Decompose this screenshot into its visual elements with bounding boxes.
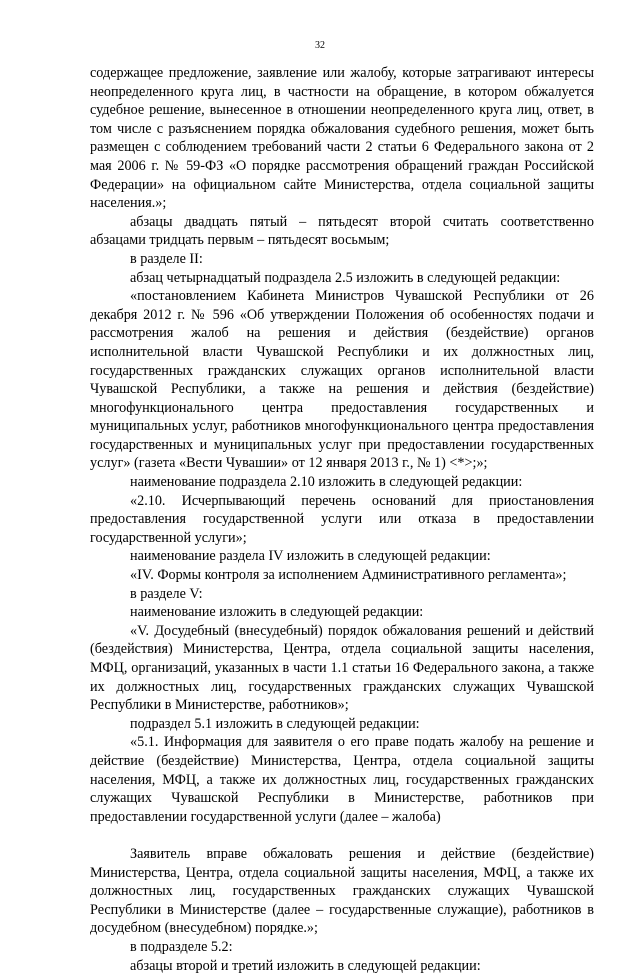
paragraph: подраздел 5.1 изложить в следующей редакции: xyxy=(90,715,594,734)
paragraph: наименование подраздела 2.10 изложить в следующей редакции: xyxy=(90,473,594,492)
paragraph: абзацы двадцать пятый – пятьдесят второй считать соответственно абзацами тридцать первым – пятьдесят восьмым; xyxy=(90,213,594,250)
paragraph: в подразделе 5.2: xyxy=(90,938,594,957)
paragraph: наименование раздела IV изложить в следующей редакции: xyxy=(90,547,594,566)
paragraph: «2.10. Исчерпывающий перечень оснований для приостановления предоставления государственной услуги или отказа в предоставлении государственной услуги»; xyxy=(90,492,594,548)
paragraph: в разделе V: xyxy=(90,585,594,604)
paragraph: «IV. Формы контроля за исполнением Административного регламента»; xyxy=(90,566,594,585)
paragraph: в разделе II: xyxy=(90,250,594,269)
blank-line xyxy=(90,826,594,845)
paragraph: «5.1. Информация для заявителя о его праве подать жалобу на решение и действие (бездействие) Министерства, Центра, отдела социальной защиты населения, МФЦ, а также их должностных лиц, государственных гражданских служащих Чувашской Республики в Министерстве, работников при предоставлении государственной услуги (далее – жалоба) xyxy=(90,733,594,826)
document-body xyxy=(90,64,594,975)
paragraph: наименование изложить в следующей редакции: xyxy=(90,603,594,622)
paragraph: «V. Досудебный (внесудебный) порядок обжалования решений и действий (бездействия) Министерства, Центра, отдела социальной защиты населения, МФЦ, организаций, указанных в части 1.1 статьи 16 Федерального закона, а также их должностных лиц, государственных гражданских служащих Чувашской Республики в Министерстве, работников»; xyxy=(90,622,594,715)
paragraph: «постановлением Кабинета Министров Чувашской Республики от 26 декабря 2012 г. № 596 «Об утверждении Положения об особенностях подачи и рассмотрения жалоб на решения и действия (бездействие) органов исполнительной власти Чувашской Республики и их должностных лиц, государственных гражданских служащих органов исполнительной власти Чувашской Республики, а также на решения и действия (бездействие) многофункционального центра предоставления государственных и муниципальных услуг, работников многофункционального центра предоставления государственных и муниципальных услуг при предоставлении государственных услуг» (газета «Вести Чувашии» от 12 января 2013 г., № 1) <*>;»; xyxy=(90,287,594,473)
paragraph-continuation: содержащее предложение, заявление или жалобу, которые затрагивают интересы неопределенного круга лиц, в частности на обращение, в котором обжалуется судебное решение, вынесенное в отношении неопределенного круга лиц, ответ, в том числе с разъяснением порядка обжалования судебного решения, может быть размещен с соблюдением требований части 2 статьи 6 Федерального закона от 2 мая 2006 г. № 59-ФЗ «О порядке рассмотрения обращений граждан Российской Федерации» на официальном сайте Министерства, отдела социальной защиты населения.»; xyxy=(90,64,594,213)
paragraph: Заявитель вправе обжаловать решения и действие (бездействие) Министерства, Центра, отдела социальной защиты населения, МФЦ, а также их должностных лиц, государственных гражданских служащих Чувашской Республики в Министерстве (далее – государственные служащие), работников в досудебном (внесудебном) порядке.»; xyxy=(90,845,594,938)
page-number: 32 xyxy=(0,40,640,52)
paragraph: абзацы второй и третий изложить в следующей редакции: xyxy=(90,957,594,975)
paragraph: абзац четырнадцатый подраздела 2.5 изложить в следующей редакции: xyxy=(90,269,594,288)
